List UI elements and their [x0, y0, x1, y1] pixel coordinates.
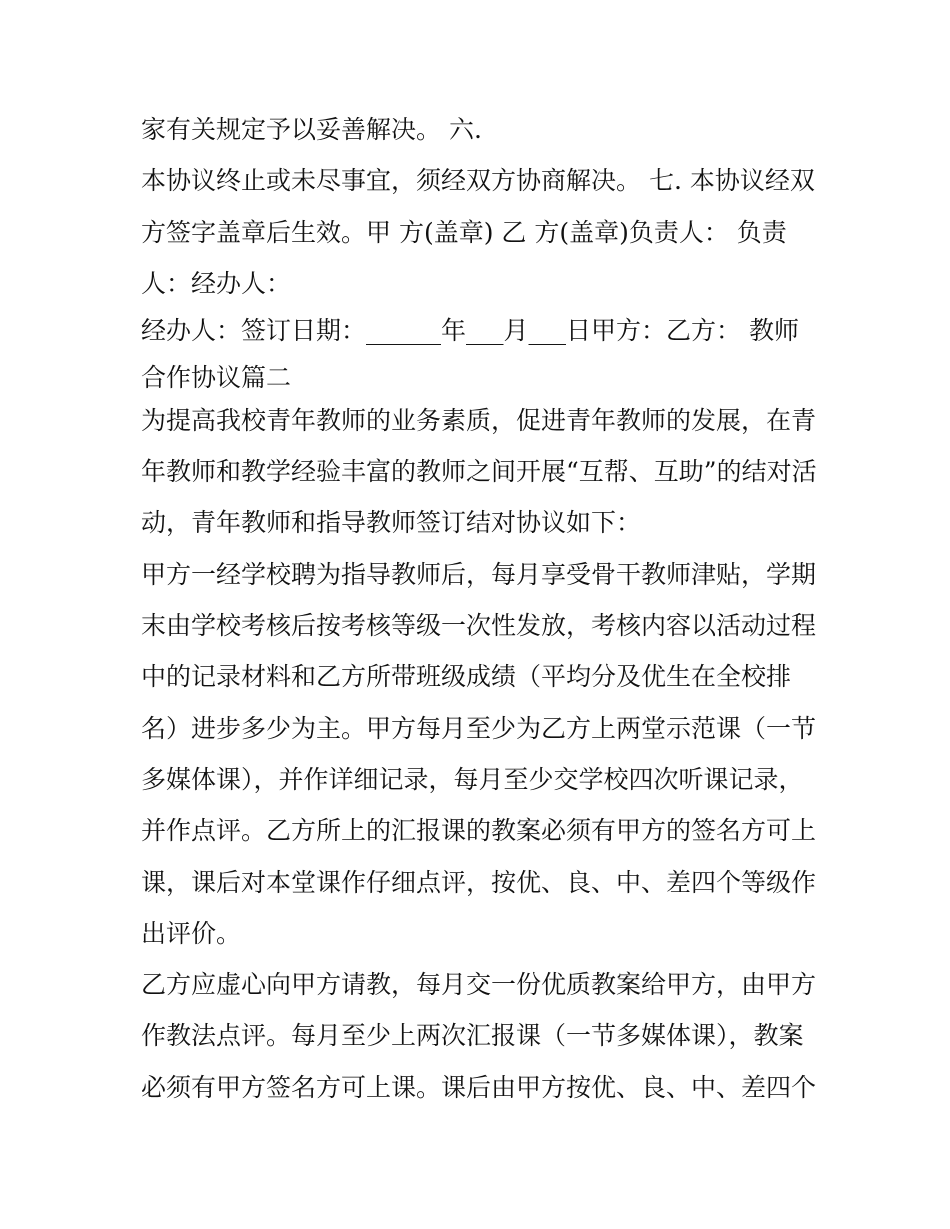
text-line: 经办人：签订日期：______年___月___日甲方：乙方： 教师 — [141, 315, 799, 345]
text-line: 乙方应虚心向甲方请教，每月交一份优质教案给甲方，由甲方 — [141, 970, 817, 1000]
text-line: 家有关规定予以妥善解决。 六. — [141, 115, 482, 144]
text-line: 名）进步多少为主。甲方每月至少为乙方上两堂示范课（一节 — [141, 713, 817, 743]
text-line: 方签字盖章后生效。甲 方(盖章) 乙 方(盖章)负责人： 负责 — [141, 217, 787, 247]
document-body — [141, 108, 821, 1117]
text-line: 并作点评。乙方所上的汇报课的教案必须有甲方的签名方可上 — [141, 816, 817, 846]
text-line: 多媒体课），并作详细记录，每月至少交学校四次听课记录， — [141, 764, 804, 794]
text-line: 人：经办人： — [141, 268, 292, 298]
text-line: 年教师和教学经验丰富的教师之间开展“互帮、互助”的结对活 — [141, 457, 817, 487]
text-line: 课，课后对本堂课作仔细点评，按优、良、中、差四个等级作 — [141, 867, 817, 897]
text-line: 必须有甲方签名方可上课。课后由甲方按优、良、中、差四个 — [141, 1072, 817, 1102]
text-line: 为提高我校青年教师的业务素质，促进青年教师的发展，在青 — [141, 405, 817, 435]
text-line: 动，青年教师和指导教师签订结对协议如下： — [141, 508, 642, 538]
text-line: 出评价。 — [141, 918, 242, 948]
text-line: 本协议终止或未尽事宜，须经双方协商解决。 七. 本协议经双 — [141, 166, 815, 196]
text-line: 中的记录材料和乙方所带班级成绩（平均分及优生在全校排 — [141, 662, 792, 692]
text-line: 末由学校考核后按考核等级一次性发放，考核内容以活动过程 — [141, 611, 817, 641]
text-line: 作教法点评。每月至少上两次汇报课（一节多媒体课），教案 — [141, 1021, 804, 1051]
text-line: 合作协议篇二 — [141, 362, 292, 392]
text-line: 甲方一经学校聘为指导教师后，每月享受骨干教师津贴，学期 — [141, 559, 817, 589]
